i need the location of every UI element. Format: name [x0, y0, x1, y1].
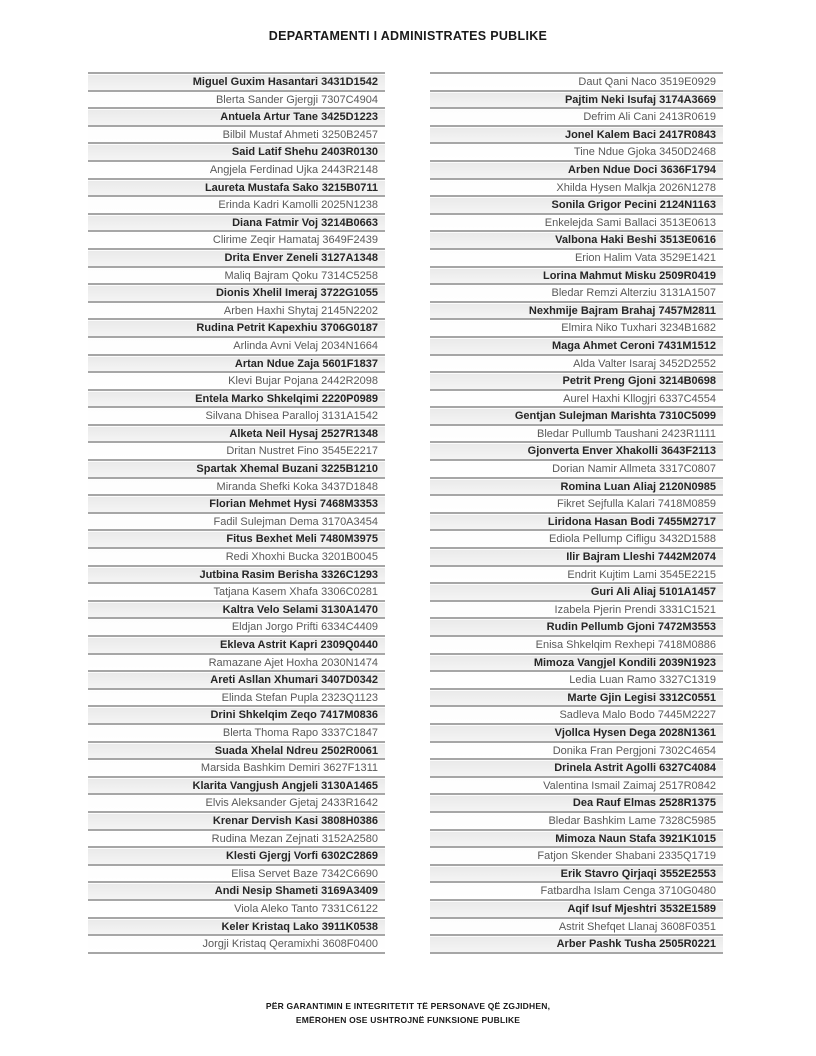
list-item: Arlinda Avni Velaj 2034N1664	[88, 336, 385, 354]
list-item: Suada Xhelal Ndreu 2502R0061	[88, 741, 385, 759]
list-item: Valentina Ismail Zaimaj 2517R0842	[430, 776, 723, 794]
list-item: Donika Fran Pergjoni 7302C4654	[430, 741, 723, 759]
list-item: Blerta Thoma Rapo 3337C1847	[88, 723, 385, 741]
list-item: Klevi Bujar Pojana 2442R2098	[88, 371, 385, 389]
list-item: Fatjon Skender Shabani 2335Q1719	[430, 846, 723, 864]
list-item: Ilir Bajram Lleshi 7442M2074	[430, 547, 723, 565]
list-item: Drini Shkelqim Zeqo 7417M0836	[88, 705, 385, 723]
list-item: Keler Kristaq Lako 3911K0538	[88, 917, 385, 935]
list-item: Ramazane Ajet Hoxha 2030N1474	[88, 653, 385, 671]
list-item: Elinda Stefan Pupla 2323Q1123	[88, 688, 385, 706]
list-item: Izabela Pjerin Prendi 3331C1521	[430, 600, 723, 618]
list-item: Krenar Dervish Kasi 3808H0386	[88, 811, 385, 829]
list-item: Bledar Pullumb Taushani 2423R1111	[430, 424, 723, 442]
list-item: Blerta Sander Gjergji 7307C4904	[88, 90, 385, 108]
list-item: Bledar Bashkim Lame 7328C5985	[430, 811, 723, 829]
list-item: Dionis Xhelil Imeraj 3722G1055	[88, 283, 385, 301]
list-item: Miguel Guxim Hasantari 3431D1542	[88, 72, 385, 90]
list-item: Astrit Shefqet Llanaj 3608F0351	[430, 917, 723, 935]
list-item: Elisa Servet Baze 7342C6690	[88, 864, 385, 882]
list-item: Xhilda Hysen Malkja 2026N1278	[430, 178, 723, 196]
list-item: Bilbil Mustaf Ahmeti 3250B2457	[88, 125, 385, 143]
list-item: Jutbina Rasim Berisha 3326C1293	[88, 565, 385, 583]
list-item: Guri Ali Aliaj 5101A1457	[430, 582, 723, 600]
list-item: Enkelejda Sami Ballaci 3513E0613	[430, 213, 723, 231]
list-item: Pajtim Neki Isufaj 3174A3669	[430, 90, 723, 108]
list-item: Drita Enver Zeneli 3127A1348	[88, 248, 385, 266]
list-item: Jorgji Kristaq Qeramixhi 3608F0400	[88, 934, 385, 954]
list-item: Aurel Haxhi Kllogjri 6337C4554	[430, 389, 723, 407]
list-item: Arber Pashk Tusha 2505R0221	[430, 934, 723, 954]
list-item: Endrit Kujtim Lami 3545E2215	[430, 565, 723, 583]
list-item: Nexhmije Bajram Brahaj 7457M2811	[430, 301, 723, 319]
list-item: Gentjan Sulejman Marishta 7310C5099	[430, 406, 723, 424]
list-item: Erik Stavro Qirjaqi 3552E2553	[430, 864, 723, 882]
list-item: Romina Luan Aliaj 2120N0985	[430, 477, 723, 495]
list-item: Angjela Ferdinad Ujka 2443R2148	[88, 160, 385, 178]
list-item: Elmira Niko Tuxhari 3234B1682	[430, 318, 723, 336]
list-item: Enisa Shkelqim Rexhepi 7418M0886	[430, 635, 723, 653]
list-item: Antuela Artur Tane 3425D1223	[88, 107, 385, 125]
list-item: Tine Ndue Gjoka 3450D2468	[430, 142, 723, 160]
list-item: Valbona Haki Beshi 3513E0616	[430, 230, 723, 248]
list-item: Maliq Bajram Qoku 7314C5258	[88, 266, 385, 284]
list-item: Klesti Gjergj Vorfi 6302C2869	[88, 846, 385, 864]
list-item: Ledia Luan Ramo 3327C1319	[430, 670, 723, 688]
list-item: Ediola Pellump Cifligu 3432D1588	[430, 529, 723, 547]
footer-line-1: PËR GARANTIMIN E INTEGRITETIT TË PERSONAVE QË ZGJIDHEN,	[265, 1001, 551, 1011]
list-item: Fatbardha Islam Cenga 3710G0480	[430, 881, 723, 899]
footer-line-2: EMËROHEN OSE USHTROJNË FUNKSIONE PUBLIKE	[295, 1015, 521, 1025]
list-item: Sadleva Malo Bodo 7445M2227	[430, 705, 723, 723]
list-item: Vjollca Hysen Dega 2028N1361	[430, 723, 723, 741]
list-item: Defrim Ali Cani 2413R0619	[430, 107, 723, 125]
list-item: Tatjana Kasem Xhafa 3306C0281	[88, 582, 385, 600]
list-item: Florian Mehmet Hysi 7468M3353	[88, 494, 385, 512]
list-item: Daut Qani Naco 3519E0929	[430, 72, 723, 90]
list-item: Elvis Aleksander Gjetaj 2433R1642	[88, 793, 385, 811]
list-item: Miranda Shefki Koka 3437D1848	[88, 477, 385, 495]
list-item: Diana Fatmir Voj 3214B0663	[88, 213, 385, 231]
list-item: Laureta Mustafa Sako 3215B0711	[88, 178, 385, 196]
list-item: Marte Gjin Legisi 3312C0551	[430, 688, 723, 706]
list-item: Maga Ahmet Ceroni 7431M1512	[430, 336, 723, 354]
list-item: Sonila Grigor Pecini 2124N1163	[430, 195, 723, 213]
list-item: Said Latif Shehu 2403R0130	[88, 142, 385, 160]
list-item: Fitus Bexhet Meli 7480M3975	[88, 529, 385, 547]
list-item: Viola Aleko Tanto 7331C6122	[88, 899, 385, 917]
list-item: Rudin Pellumb Gjoni 7472M3553	[430, 617, 723, 635]
list-item: Mimoza Naun Stafa 3921K1015	[430, 829, 723, 847]
page-title: DEPARTAMENTI I ADMINISTRATES PUBLIKE	[268, 29, 548, 43]
list-item: Ekleva Astrit Kapri 2309Q0440	[88, 635, 385, 653]
list-item: Rudina Mezan Zejnati 3152A2580	[88, 829, 385, 847]
list-item: Entela Marko Shkelqimi 2220P0989	[88, 389, 385, 407]
list-item: Spartak Xhemal Buzani 3225B1210	[88, 459, 385, 477]
list-item: Silvana Dhisea Paralloj 3131A1542	[88, 406, 385, 424]
name-list-left	[88, 72, 385, 954]
list-item: Eldjan Jorgo Prifti 6334C4409	[88, 617, 385, 635]
list-item: Marsida Bashkim Demiri 3627F1311	[88, 758, 385, 776]
list-item: Erion Halim Vata 3529E1421	[430, 248, 723, 266]
list-item: Dritan Nustret Fino 3545E2217	[88, 441, 385, 459]
list-item: Arben Ndue Doci 3636F1794	[430, 160, 723, 178]
list-item: Rudina Petrit Kapexhiu 3706G0187	[88, 318, 385, 336]
list-item: Petrit Preng Gjoni 3214B0698	[430, 371, 723, 389]
list-item: Dea Rauf Elmas 2528R1375	[430, 793, 723, 811]
list-item: Arben Haxhi Shytaj 2145N2202	[88, 301, 385, 319]
list-item: Bledar Remzi Alterziu 3131A1507	[430, 283, 723, 301]
list-item: Aqif Isuf Mjeshtri 3532E1589	[430, 899, 723, 917]
list-item: Andi Nesip Shameti 3169A3409	[88, 881, 385, 899]
list-item: Redi Xhoxhi Bucka 3201B0045	[88, 547, 385, 565]
list-item: Artan Ndue Zaja 5601F1837	[88, 354, 385, 372]
list-item: Jonel Kalem Baci 2417R0843	[430, 125, 723, 143]
list-item: Klarita Vangjush Angjeli 3130A1465	[88, 776, 385, 794]
list-item: Fikret Sejfulla Kalari 7418M0859	[430, 494, 723, 512]
list-item: Alda Valter Isaraj 3452D2552	[430, 354, 723, 372]
list-item: Clirime Zeqir Hamataj 3649F2439	[88, 230, 385, 248]
list-item: Areti Asllan Xhumari 3407D0342	[88, 670, 385, 688]
list-item: Drinela Astrit Agolli 6327C4084	[430, 758, 723, 776]
list-item: Mimoza Vangjel Kondili 2039N1923	[430, 653, 723, 671]
name-list-right	[430, 72, 723, 954]
list-item: Kaltra Velo Selami 3130A1470	[88, 600, 385, 618]
list-item: Alketa Neil Hysaj 2527R1348	[88, 424, 385, 442]
footer-note	[0, 999, 816, 1027]
list-item: Fadil Sulejman Dema 3170A3454	[88, 512, 385, 530]
list-item: Liridona Hasan Bodi 7455M2717	[430, 512, 723, 530]
list-item: Dorian Namir Allmeta 3317C0807	[430, 459, 723, 477]
list-item: Gjonverta Enver Xhakolli 3643F2113	[430, 441, 723, 459]
list-item: Erinda Kadri Kamolli 2025N1238	[88, 195, 385, 213]
list-item: Lorina Mahmut Misku 2509R0419	[430, 266, 723, 284]
